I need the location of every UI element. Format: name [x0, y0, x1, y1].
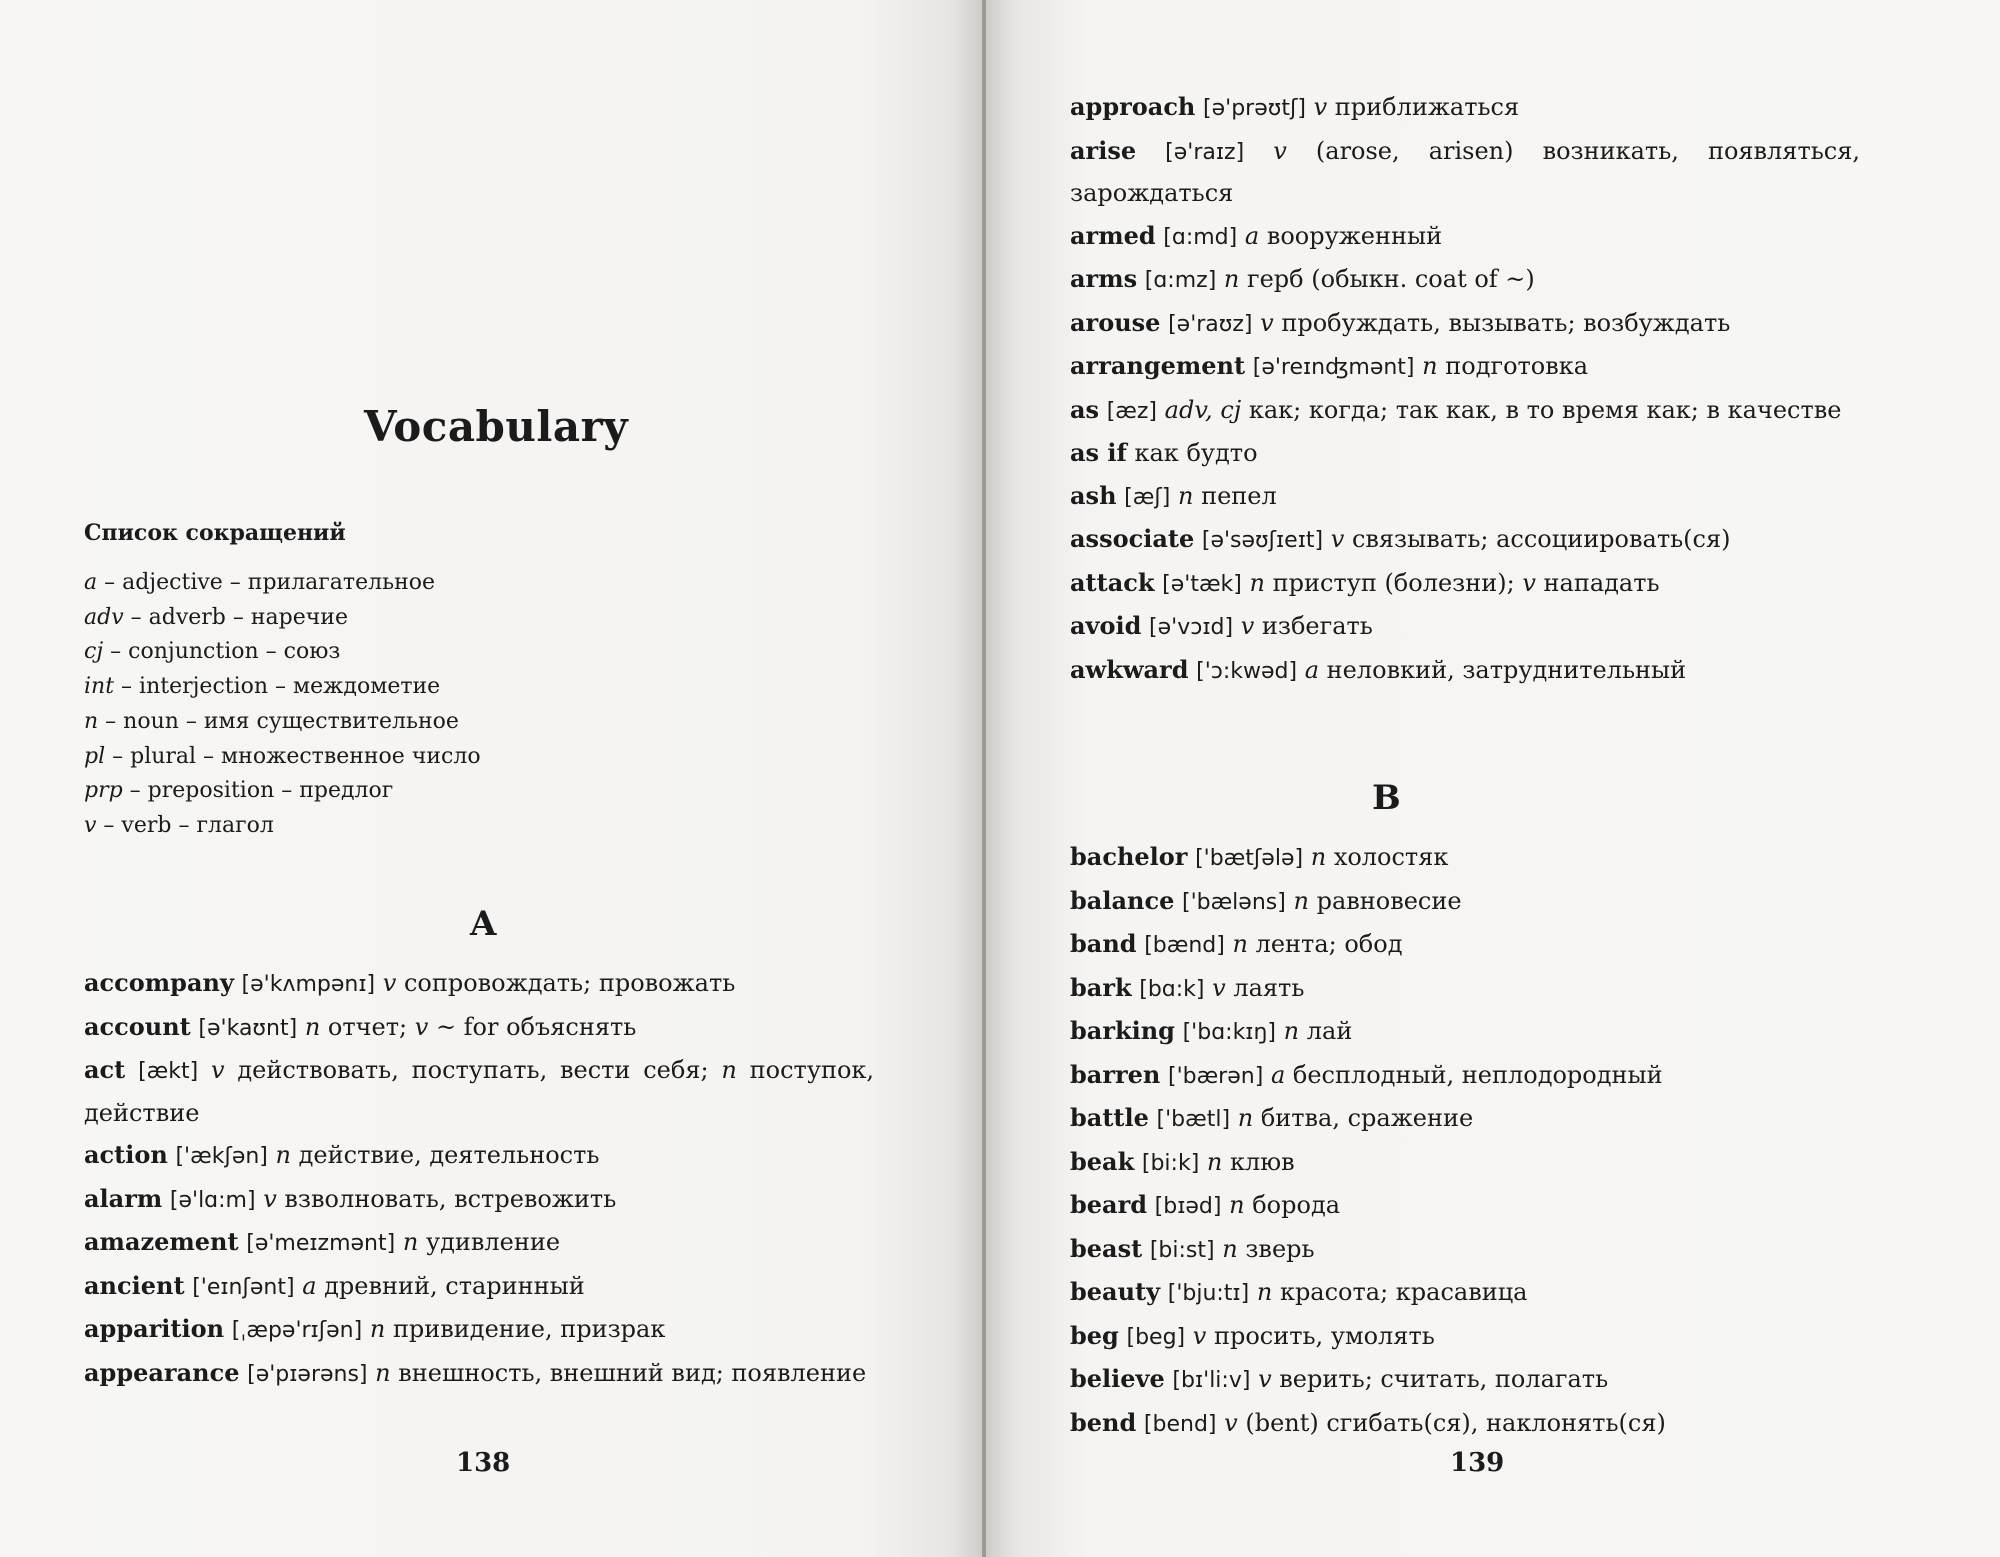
- part-of-speech: v: [1224, 1408, 1238, 1437]
- part-of-speech: n: [369, 1315, 386, 1343]
- vocabulary-entry: [1070, 880, 1860, 924]
- vocabulary-entry: [1070, 1097, 1860, 1141]
- definition: действие, деятельность: [298, 1141, 600, 1169]
- part-of-speech: v: [263, 1184, 277, 1213]
- headword: barren: [1070, 1059, 1161, 1089]
- definition: взволновать, встревожить: [284, 1184, 617, 1213]
- part-of-speech: n: [1293, 886, 1309, 915]
- vocabulary-entry: [84, 1352, 874, 1396]
- headword: believe: [1070, 1364, 1165, 1393]
- headword: barking: [1070, 1016, 1175, 1045]
- page-number-left: 138: [456, 1448, 511, 1478]
- vocabulary-entry: [1070, 1358, 1860, 1402]
- headword: amazement: [84, 1227, 239, 1256]
- headword: bend: [1070, 1407, 1137, 1437]
- transcription: [ækt]: [138, 1059, 199, 1084]
- abbreviation-text: – verb – глагол: [96, 812, 274, 838]
- headword: act: [84, 1055, 126, 1084]
- definition: избегать: [1261, 612, 1373, 640]
- transcription: [bend]: [1143, 1411, 1217, 1437]
- entries-list-right-b: [1070, 836, 1860, 1445]
- vocabulary-entry: [1070, 1315, 1860, 1359]
- transcription: [bi:st]: [1149, 1237, 1215, 1263]
- part-of-speech: n: [1422, 352, 1438, 380]
- transcription: [ə'tæk]: [1162, 571, 1242, 597]
- part-of-speech: n: [375, 1358, 391, 1387]
- definition: приступ (болезни);: [1272, 568, 1515, 597]
- vocabulary-entry: [1070, 518, 1860, 562]
- transcription: [ɑ:md]: [1163, 224, 1238, 250]
- definition: красота; красавица: [1279, 1278, 1528, 1306]
- part-of-speech: n: [1310, 843, 1327, 871]
- transcription: [ə'meɪzmənt]: [246, 1231, 396, 1256]
- page-number-right: 139: [1450, 1448, 1505, 1478]
- headword: action: [84, 1140, 168, 1169]
- headword: accompany: [84, 968, 234, 997]
- part-of-speech: adv, cj: [1164, 395, 1242, 424]
- vocabulary-entry: [1070, 605, 1860, 649]
- headword: bark: [1070, 972, 1132, 1002]
- part-of-speech: n: [1229, 1191, 1245, 1219]
- vocabulary-entry: [1070, 967, 1860, 1011]
- transcription: ['ækʃən]: [175, 1144, 268, 1169]
- part-of-speech: v: [1273, 136, 1287, 165]
- transcription: [bɪəd]: [1154, 1194, 1222, 1219]
- definition: равновесие: [1316, 886, 1462, 915]
- abbreviation-item: [84, 601, 481, 636]
- section-letter-b: B: [1372, 778, 1401, 818]
- headword: band: [1070, 929, 1137, 958]
- definition-extra: нападать: [1543, 568, 1660, 597]
- vocabulary-entry: [1070, 130, 1860, 215]
- definition: битва, сражение: [1260, 1104, 1474, 1132]
- part-of-speech: n: [1232, 930, 1248, 958]
- headword: beard: [1070, 1190, 1148, 1219]
- definition: лента; обод: [1255, 930, 1403, 958]
- transcription: ['bju:tɪ]: [1167, 1281, 1250, 1306]
- transcription: [bɪ'li:v]: [1172, 1368, 1251, 1393]
- part-of-speech: v: [1330, 525, 1345, 553]
- abbreviation-text: – adjective – прилагательное: [97, 570, 435, 595]
- part-of-speech: a: [1270, 1060, 1286, 1089]
- part-of-speech: n: [1223, 265, 1240, 293]
- abbreviation-item: [84, 635, 481, 670]
- entries-list-right-a: [1070, 86, 1860, 692]
- vocabulary-entry: [84, 1006, 874, 1050]
- part-of-speech-2: v: [1522, 568, 1536, 597]
- part-of-speech: n: [1249, 568, 1265, 597]
- abbreviation-code: cj: [84, 639, 104, 665]
- definition: подготовка: [1445, 352, 1589, 380]
- transcription: ['bærən]: [1167, 1063, 1264, 1089]
- vocabulary-entry: [1070, 1228, 1860, 1272]
- vocabulary-entry: [1070, 475, 1860, 519]
- part-of-speech: v: [1192, 1321, 1207, 1350]
- definition: пепел: [1201, 481, 1277, 510]
- definition: удивление: [425, 1228, 561, 1256]
- transcription: [beg]: [1126, 1324, 1186, 1350]
- definition: бесплодный, неплодородный: [1292, 1060, 1663, 1089]
- vocabulary-entry: [1070, 1141, 1860, 1185]
- headword: bachelor: [1070, 842, 1188, 871]
- vocabulary-entry: [1070, 1184, 1860, 1228]
- abbreviation-code: pl: [84, 743, 106, 769]
- part-of-speech: a: [1244, 221, 1260, 250]
- vocabulary-entry: [1070, 649, 1860, 693]
- abbreviation-code: a: [84, 570, 98, 595]
- part-of-speech-2: n: [721, 1056, 737, 1084]
- vocabulary-entry: [1070, 432, 1860, 475]
- transcription: ['bɑ:kɪŋ]: [1182, 1020, 1277, 1045]
- part-of-speech: v: [1260, 308, 1274, 337]
- transcription: [ə'pɪərəns]: [247, 1361, 368, 1387]
- definition: борода: [1252, 1191, 1341, 1219]
- transcription: [æz]: [1106, 398, 1158, 424]
- definition: как; когда; так как, в то время как; в качестве: [1248, 395, 1842, 424]
- headword: beast: [1070, 1233, 1143, 1263]
- headword: associate: [1070, 524, 1195, 553]
- part-of-speech: n: [1222, 1234, 1238, 1263]
- transcription: [ə'kaʊnt]: [198, 1015, 298, 1041]
- vocabulary-entry: [84, 962, 874, 1006]
- definition: древний, старинный: [324, 1271, 585, 1300]
- vocabulary-entry: [1070, 1271, 1860, 1315]
- part-of-speech: n: [304, 1012, 321, 1041]
- vocabulary-title: Vocabulary: [364, 402, 629, 451]
- headword: beg: [1070, 1320, 1119, 1350]
- definition: холостяк: [1333, 843, 1449, 871]
- vocabulary-entry: [84, 1178, 874, 1222]
- definition: просить, умолять: [1213, 1321, 1435, 1350]
- definition: связывать; ассоциировать(ся): [1351, 525, 1731, 553]
- transcription: [ə'raʊz]: [1168, 311, 1253, 337]
- transcription: ['bætl]: [1156, 1107, 1231, 1132]
- left-page: [0, 0, 982, 1557]
- headword: ash: [1070, 480, 1117, 510]
- vocabulary-entry: [84, 1221, 874, 1265]
- abbreviation-text: – plural – множественное число: [105, 743, 481, 769]
- vocabulary-entry: [1070, 258, 1860, 302]
- transcription: [ə'prəʊtʃ]: [1203, 96, 1306, 121]
- headword: arouse: [1070, 307, 1161, 337]
- part-of-speech: a: [302, 1271, 317, 1300]
- part-of-speech: a: [1304, 655, 1320, 684]
- headword: arise: [1070, 135, 1137, 165]
- transcription: ['ɔ:kwəd]: [1196, 658, 1298, 684]
- headword: beak: [1070, 1146, 1135, 1176]
- headword: approach: [1070, 92, 1196, 121]
- part-of-speech: v: [211, 1056, 225, 1084]
- vocabulary-entry: [1070, 923, 1860, 967]
- abbreviation-item: [84, 774, 481, 809]
- headword: as if: [1070, 438, 1127, 467]
- abbreviation-text: – adverb – наречие: [123, 604, 348, 630]
- definition: верить; считать, полагать: [1279, 1365, 1609, 1393]
- vocabulary-entry: [84, 1049, 874, 1134]
- transcription: [ə'lɑ:m]: [169, 1187, 256, 1213]
- abbreviation-code: n: [84, 708, 99, 734]
- definition: зверь: [1245, 1234, 1315, 1263]
- headword: avoid: [1070, 611, 1142, 640]
- definition: герб (обыкн. coat of ~): [1247, 265, 1535, 293]
- definition: (arose, arisen) возникать, появляться, зарождаться: [1070, 136, 1860, 207]
- definition: привидение, призрак: [392, 1315, 666, 1343]
- definition: как будто: [1134, 439, 1258, 467]
- vocabulary-entry: [1070, 1402, 1860, 1446]
- definition-extra: поступок, действие: [84, 1056, 875, 1127]
- vocabulary-entry: [1070, 562, 1860, 606]
- abbreviation-code: prp: [84, 778, 123, 804]
- vocabulary-entry: [84, 1265, 874, 1309]
- part-of-speech: v: [1313, 93, 1328, 121]
- part-of-speech: n: [1237, 1104, 1254, 1132]
- definition: клюв: [1230, 1147, 1295, 1176]
- part-of-speech: v: [1240, 612, 1255, 640]
- headword: account: [84, 1011, 191, 1041]
- headword: as: [1070, 394, 1100, 424]
- vocabulary-entry: [1070, 389, 1860, 433]
- vocabulary-entry: [1070, 345, 1860, 389]
- vocabulary-entry: [1070, 86, 1860, 130]
- transcription: [bi:k]: [1141, 1150, 1200, 1176]
- abbreviation-text: – interjection – междометие: [114, 674, 441, 700]
- part-of-speech: v: [1258, 1365, 1272, 1393]
- transcription: [æʃ]: [1124, 484, 1171, 510]
- abbreviation-item: [84, 740, 481, 775]
- abbreviations-heading: Список сокращений: [84, 520, 346, 546]
- part-of-speech: n: [275, 1141, 292, 1169]
- vocabulary-entry: [1070, 302, 1860, 346]
- part-of-speech: n: [402, 1228, 419, 1256]
- definition-extra: ~ for объяснять: [435, 1012, 637, 1041]
- headword: appearance: [84, 1357, 240, 1387]
- transcription: ['bæləns]: [1181, 889, 1286, 915]
- definition: вооруженный: [1266, 221, 1443, 250]
- definition: лаять: [1233, 973, 1305, 1002]
- definition: приближаться: [1334, 93, 1520, 121]
- vocabulary-entry: [1070, 1010, 1860, 1054]
- headword: attack: [1070, 567, 1155, 597]
- definition: отчет;: [327, 1012, 408, 1041]
- vocabulary-entry: [1070, 215, 1860, 259]
- right-page: [986, 0, 2000, 1557]
- transcription: ['eɪnʃənt]: [192, 1274, 295, 1300]
- definition: лай: [1306, 1017, 1353, 1045]
- transcription: [ə'kʌmpənɪ]: [241, 972, 376, 997]
- transcription: [bɑ:k]: [1139, 976, 1205, 1002]
- headword: arms: [1070, 264, 1138, 293]
- headword: balance: [1070, 885, 1175, 915]
- abbreviation-code: v: [84, 812, 97, 838]
- abbreviation-text: – noun – имя существительное: [98, 708, 459, 734]
- entries-list-left: [84, 962, 874, 1395]
- definition: внешность, внешний вид; появление: [398, 1358, 867, 1387]
- transcription: [ɑ:mz]: [1144, 268, 1217, 293]
- definition: пробуждать, вызывать; возбуждать: [1281, 308, 1731, 337]
- headword: awkward: [1070, 654, 1189, 684]
- abbreviation-text: – preposition – предлог: [122, 778, 394, 804]
- abbreviation-item: [84, 670, 481, 705]
- part-of-speech-2: v: [414, 1012, 429, 1041]
- definition: сопровождать; провожать: [403, 969, 736, 997]
- transcription: [ə'vɔɪd]: [1149, 615, 1234, 640]
- vocabulary-entry: [1070, 836, 1860, 880]
- transcription: [bænd]: [1144, 933, 1225, 958]
- headword: armed: [1070, 220, 1156, 250]
- transcription: [ə'reɪnʤmənt]: [1252, 355, 1415, 380]
- headword: battle: [1070, 1103, 1149, 1132]
- headword: beauty: [1070, 1277, 1161, 1306]
- abbreviation-code: int: [84, 674, 115, 700]
- headword: alarm: [84, 1183, 163, 1213]
- headword: ancient: [84, 1270, 185, 1300]
- vocabulary-entry: [84, 1308, 874, 1352]
- part-of-speech: n: [1256, 1278, 1273, 1306]
- transcription: [ˌæpə'rɪʃən]: [231, 1318, 363, 1343]
- abbreviations-list: [84, 566, 481, 844]
- vocabulary-entry: [84, 1134, 874, 1178]
- abbreviation-code: adv: [84, 604, 124, 630]
- abbreviation-item: [84, 809, 481, 844]
- part-of-speech: n: [1206, 1147, 1223, 1176]
- abbreviation-item: [84, 705, 481, 740]
- abbreviation-item: [84, 566, 481, 601]
- definition: (bent) сгибать(ся), наклонять(ся): [1245, 1408, 1666, 1437]
- abbreviation-text: – conjunction – союз: [103, 639, 341, 665]
- section-letter-a: A: [470, 904, 497, 944]
- part-of-speech: n: [1177, 481, 1194, 510]
- part-of-speech: v: [1212, 973, 1226, 1002]
- transcription: [ə'səʊʃɪeɪt]: [1201, 528, 1324, 553]
- headword: arrangement: [1070, 351, 1246, 380]
- definition: неловкий, затруднительный: [1326, 655, 1687, 684]
- transcription: [ə'raɪz]: [1165, 139, 1245, 165]
- headword: apparition: [84, 1314, 225, 1343]
- vocabulary-entry: [1070, 1054, 1860, 1098]
- transcription: ['bætʃələ]: [1195, 846, 1304, 871]
- part-of-speech: v: [382, 969, 397, 997]
- part-of-speech: n: [1283, 1017, 1300, 1045]
- definition: действовать, поступать, вести себя;: [237, 1056, 709, 1084]
